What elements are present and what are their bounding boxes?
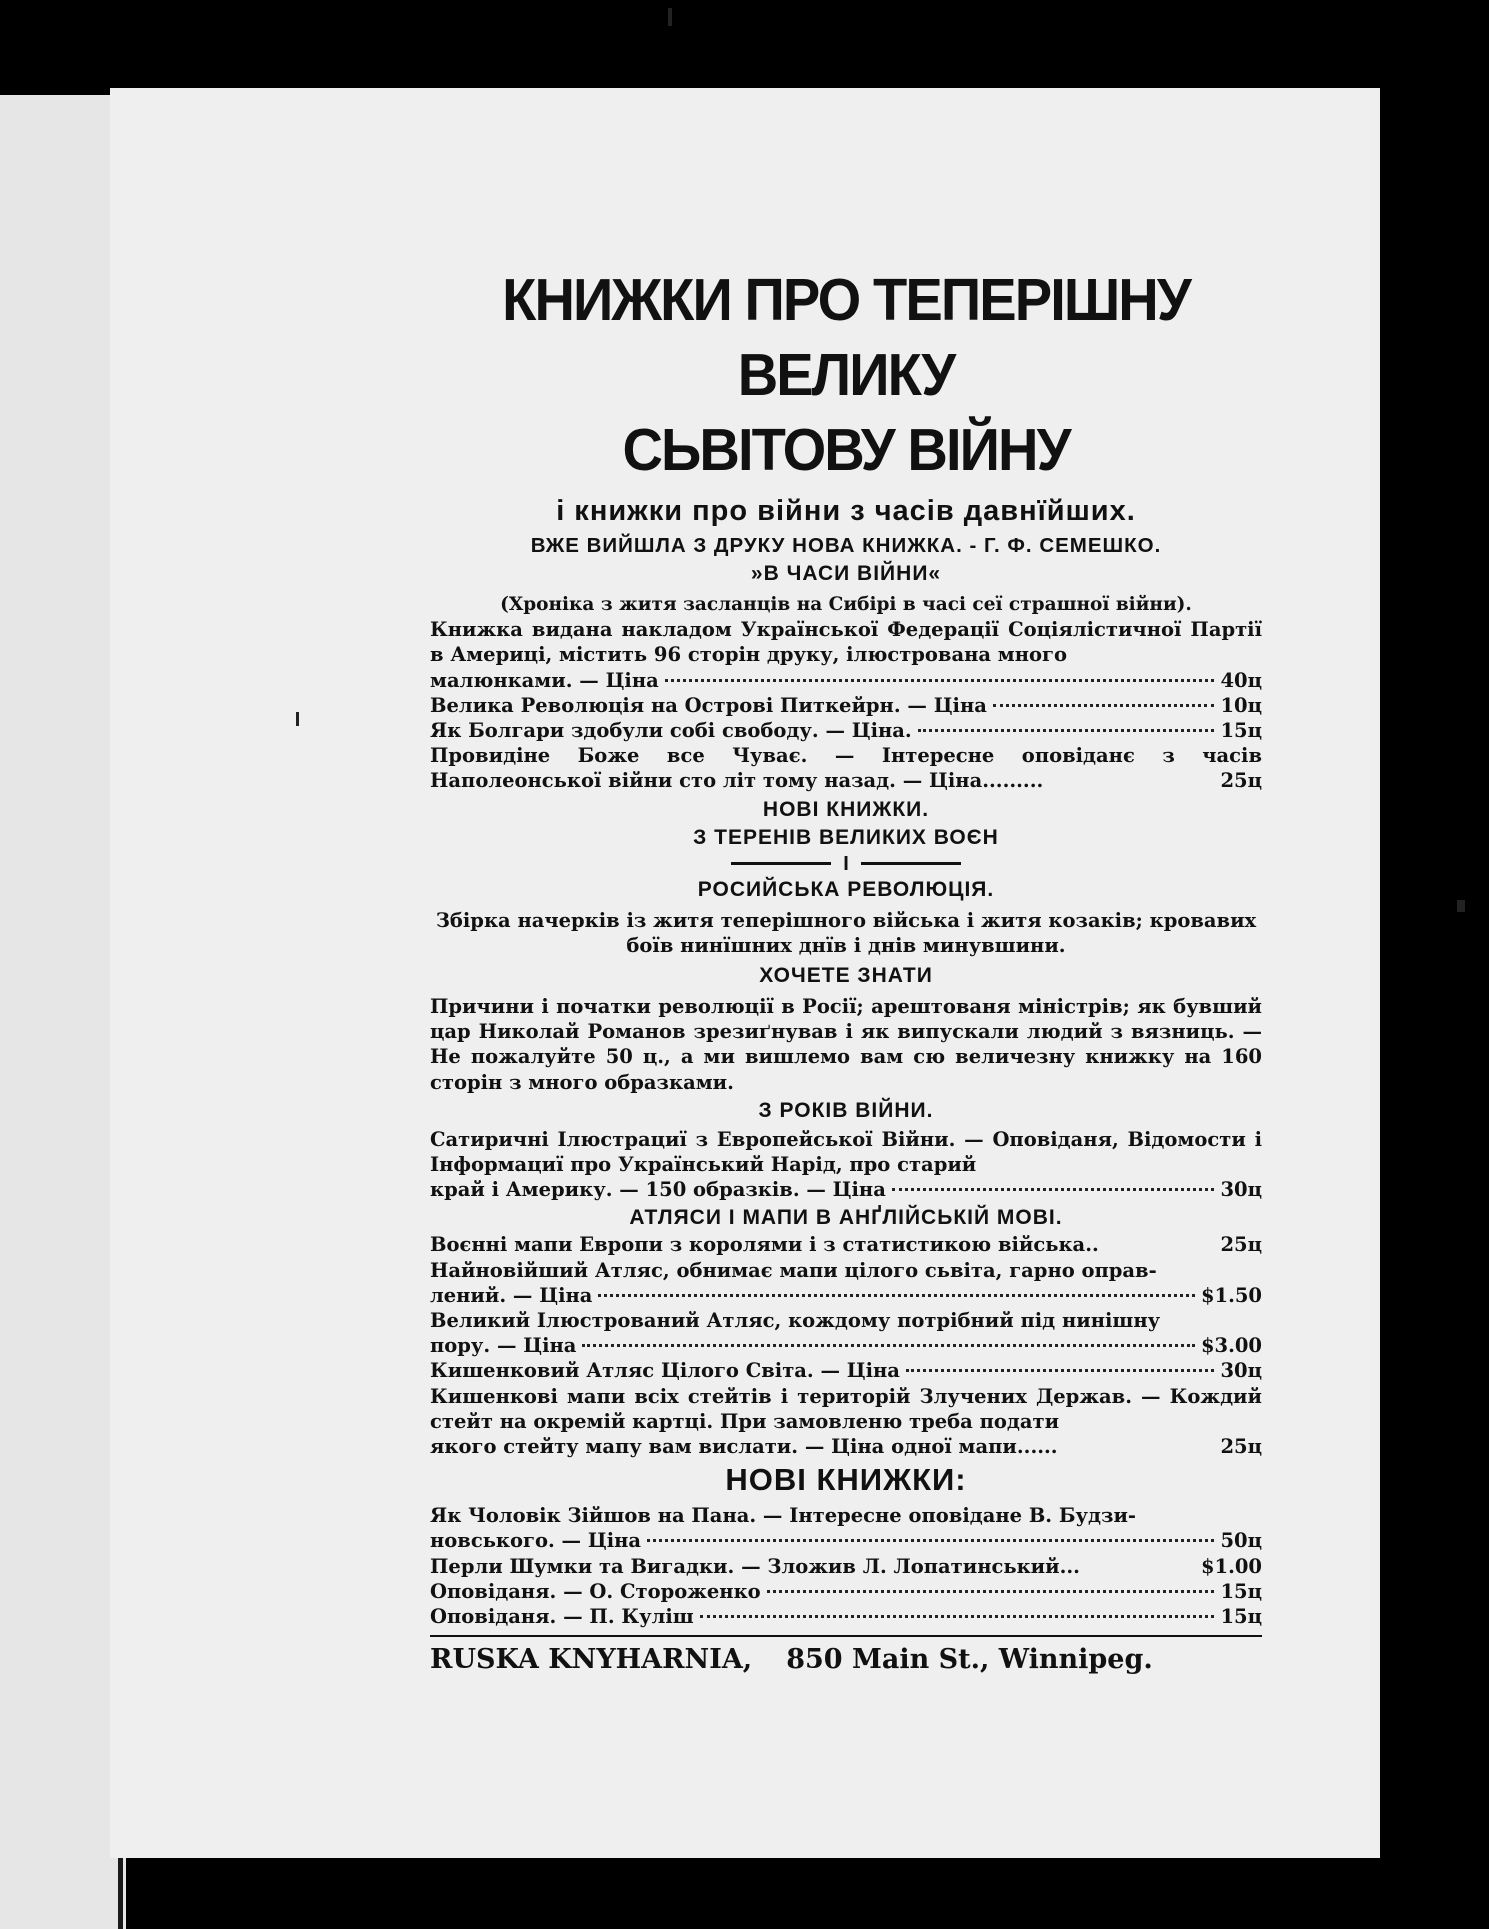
book-description-1: (Хроніка з житя засланців на Сибірі в часі сеї страшної війни). bbox=[500, 594, 1192, 615]
book-title-v-chasy-viiny: »В ЧАСИ ВІЙНИ« bbox=[750, 562, 942, 585]
price-row-pitcairn bbox=[430, 693, 1262, 718]
from-war-fields-heading: З ТЕРЕНІВ ВЕЛИКИХ ВОЄН bbox=[693, 825, 999, 849]
leader-dots bbox=[598, 1294, 1195, 1297]
price: 25ц bbox=[1220, 1435, 1262, 1459]
price-row-label: новського. — Ціна bbox=[430, 1529, 642, 1553]
leader-dots bbox=[700, 1615, 1215, 1618]
price-row-war-years bbox=[430, 1177, 1262, 1202]
war-years-heading: З РОКІВ ВІЙНИ. bbox=[758, 1098, 934, 1122]
leader-dots bbox=[767, 1590, 1215, 1593]
left-page-edge bbox=[0, 95, 126, 1929]
leader-dots bbox=[918, 729, 1215, 732]
price: 25ц bbox=[1220, 1233, 1262, 1257]
price-row-label: Оповіданя. — П. Куліш bbox=[430, 1605, 694, 1629]
leader-dots bbox=[906, 1369, 1215, 1372]
new-books-heading-2: НОВІ КНИЖКИ: bbox=[725, 1462, 967, 1498]
subheadline: і книжки про війни з часів давнїйших. bbox=[556, 495, 1136, 527]
price-row-pocket-atlas bbox=[430, 1358, 1262, 1383]
price-row-storozhenko bbox=[430, 1579, 1262, 1604]
pocket-maps-text: Кишенкові мапи всіх стейтів і територій Злучених Держав. — Кождий стейт на окремій картці. При замовленю треба подати bbox=[430, 1384, 1262, 1433]
great-atlas-text: Великий Ілюстрований Атляс, кождому потрібний під нинішну bbox=[430, 1309, 1161, 1333]
newest-atlas-text: Найновійший Атляс, обнимає мапи цілого сьвіта, гарно оправ- bbox=[430, 1258, 1157, 1282]
price-row-perly-shumky bbox=[430, 1554, 1262, 1579]
want-to-know-text: Причини і початки революції в Росії; арештованя міністрів; як бувший цар Николай Романов зрезиґнував і як випускали людий з вязниць. — Не пожалуйте 50 ц., а ми вишлемо вам сю величезну книжку на 160 сторін з много образками. bbox=[430, 995, 1262, 1094]
divider-bar bbox=[861, 862, 961, 865]
leader-dots bbox=[582, 1344, 1195, 1347]
footer-imprint bbox=[430, 1641, 1262, 1679]
headline-line-1: КНИЖКИ ПРО ТЕПЕРІШНУ ВЕЛИКУ bbox=[502, 267, 1190, 408]
war-years-text: Сатиричні Ілюстрациї з Европейської Війни. — Оповіданя, Відомости і Інформациї про Український Нарід, про старий bbox=[430, 1127, 1262, 1177]
leader-dots bbox=[993, 704, 1215, 707]
scan-speck bbox=[1457, 900, 1465, 912]
document-page bbox=[110, 88, 1380, 1858]
divider-mark: І bbox=[843, 852, 849, 875]
footer-rule bbox=[430, 1635, 1262, 1637]
price: 30ц bbox=[1220, 1359, 1262, 1383]
price-row-label: Як Болгари здобули собі свободу. — Ціна. bbox=[430, 719, 912, 743]
price-row-newest-atlas bbox=[430, 1283, 1262, 1308]
atlases-heading: АТЛЯСИ І МАПИ В АНҐЛІЙСЬКІЙ МОВІ. bbox=[629, 1206, 1063, 1230]
price: 30ц bbox=[1220, 1178, 1262, 1202]
providinie-label: Провидіне Боже все Чуває. — Інтересне оповіданє з часів Наполеонської війни сто літ тому назад. — Ціна bbox=[430, 744, 1262, 793]
divider bbox=[430, 854, 1262, 874]
price-row-label: Оповіданя. — О. Стороженко bbox=[430, 1579, 761, 1603]
divider-bar bbox=[731, 862, 831, 865]
price: 15ц bbox=[1220, 1579, 1262, 1603]
price: 50ц bbox=[1220, 1529, 1262, 1553]
scan-speck bbox=[296, 712, 299, 726]
price-row-bulgars bbox=[430, 718, 1262, 743]
price-row-pocket-maps bbox=[430, 1434, 1262, 1459]
publisher-address: 850 Main St., Winnipeg. bbox=[786, 1644, 1153, 1676]
book-description-2: Книжка видана накладом Української Федерації Соціялістичної Партії в Америці, містить 96 сторін друку, ілюстрована много bbox=[430, 618, 1262, 667]
price-row-man-became-lord bbox=[430, 1528, 1262, 1553]
headline-line-2: СЬВІТОВУ ВІЙНУ bbox=[622, 417, 1070, 483]
price: 25ц bbox=[1220, 769, 1262, 793]
price: $1.00 bbox=[1200, 1554, 1262, 1578]
want-to-know-heading: ХОЧЕТЕ ЗНАТИ bbox=[759, 964, 933, 988]
price-row-kulish bbox=[430, 1604, 1262, 1629]
new-books-heading: НОВІ КНИЖКИ. bbox=[762, 797, 930, 821]
price-row-label: малюнками. — Ціна bbox=[430, 668, 659, 692]
price-row-label: пору. — Ціна bbox=[430, 1334, 577, 1358]
announcement: ВЖЕ ВИЙШЛА З ДРУКУ НОВА КНИЖКА. - Г. Ф. СЕМЕШКО. bbox=[530, 534, 1162, 557]
price: 15ц bbox=[1220, 719, 1262, 743]
scan-speck bbox=[668, 8, 672, 26]
price-row-war-maps bbox=[430, 1232, 1262, 1257]
leader-dots bbox=[647, 1539, 1214, 1542]
providinie-text bbox=[430, 743, 1262, 793]
price-row-label: лений. — Ціна bbox=[430, 1283, 593, 1307]
price-row-label: Кишенковий Атляс Цілого Світа. — Ціна bbox=[430, 1359, 900, 1383]
man-became-lord-text: Як Чоловік Зійшов на Пана. — Інтересне оповідане В. Будзи- bbox=[430, 1504, 1137, 1528]
price: 40ц bbox=[1220, 668, 1262, 692]
publisher-name: RUSKA KNYHARNIA, bbox=[430, 1644, 753, 1676]
price-row-label: Велика Революція на Острові Питкейрн. — Ціна bbox=[430, 693, 987, 717]
price-row-label: Перли Шумки та Вигадки. — Зложив Л. Лопатинський... bbox=[430, 1554, 1080, 1578]
leader-dots bbox=[665, 679, 1215, 682]
price-row-label: край і Америку. — 150 образків. — Ціна bbox=[430, 1178, 886, 1202]
leader-dots bbox=[892, 1188, 1215, 1191]
leader-dots-inline: ......... bbox=[982, 769, 1044, 793]
russian-revolution-desc: Збірка начерків із житя теперішного війська і житя козаків; кровавих боїв нинїшних днїв і днів минувшини. bbox=[435, 908, 1257, 957]
price-row-label: якого стейту мапу вам вислати. — Ціна одної мапи...... bbox=[430, 1435, 1058, 1459]
price-row-v-chasy-viiny bbox=[430, 668, 1262, 693]
price-row-great-atlas bbox=[430, 1333, 1262, 1358]
russian-revolution-heading: РОСИЙСЬКА РЕВОЛЮЦІЯ. bbox=[697, 877, 995, 901]
price: 10ц bbox=[1220, 693, 1262, 717]
price: $3.00 bbox=[1200, 1334, 1262, 1358]
price: $1.50 bbox=[1200, 1283, 1262, 1307]
price-row-label: Воєнні мапи Европи з королями і з статистикою війська.. bbox=[430, 1233, 1099, 1257]
advertisement bbox=[430, 263, 1262, 1679]
price: 15ц bbox=[1220, 1605, 1262, 1629]
